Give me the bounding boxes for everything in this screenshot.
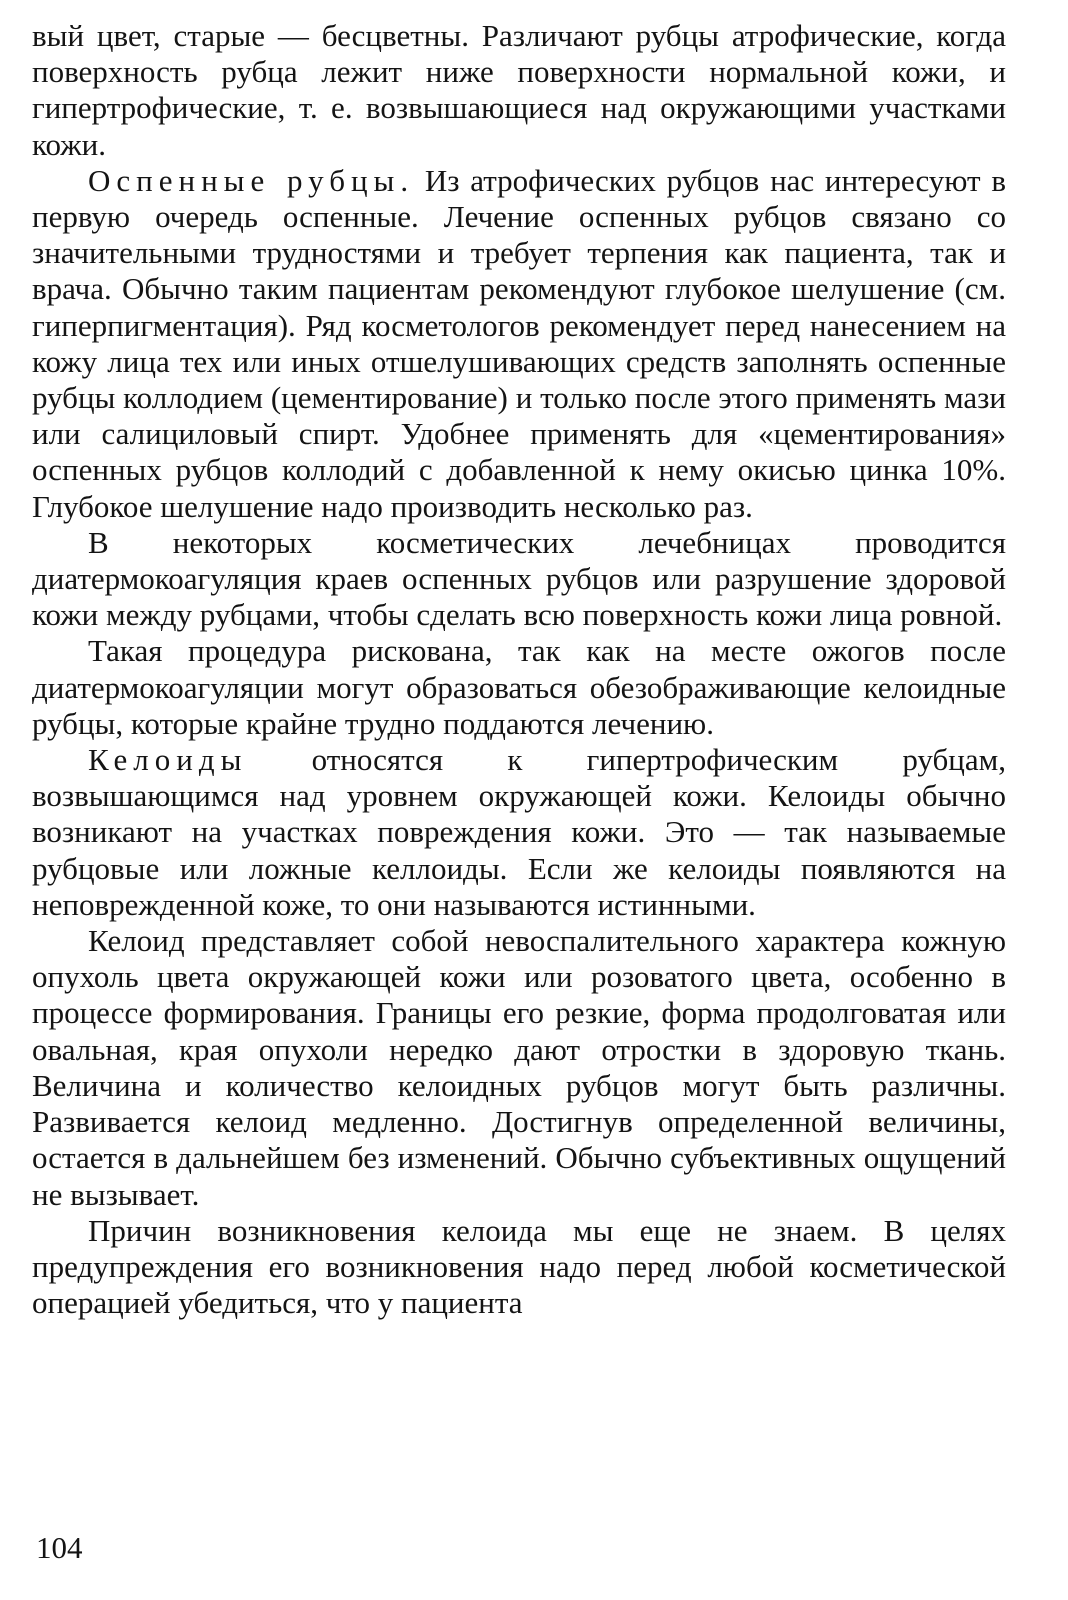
paragraph-text: Келоид представляет собой невоспалительного характера кожную опухоль цвета окружающей кожи или розоватого цвета, особенно в процессе формирования. Границы его резкие, форма продолговатая или овальная, края опухоли нередко дают отростки в здоровую ткань. Величина и количество келоидных рубцов могут быть различны. Развивается келоид медленно. Достигнув определенной величины, остается в дальнейшем без изменений. Обычно субъективных ощущений не вызывает.	[32, 923, 1006, 1212]
paragraph-1	[32, 18, 1006, 163]
paragraph-text: Причин возникновения келоида мы еще не знаем. В целях предупреждения его возникновения надо перед любой косметической операцией убедиться, что у пациента	[32, 1212, 1006, 1321]
paragraph-3	[32, 525, 1006, 634]
section-lead-keloidy: Келоиды	[88, 742, 248, 778]
paragraph-text: В некоторых косметических лечебницах проводится диатермокоагуляция краев оспенных рубцов или разрушение здоровой кожи между рубцами, чтобы сделать всю поверхность кожи лица ровной.	[32, 524, 1006, 633]
paragraph-6	[32, 923, 1006, 1213]
paragraph-7	[32, 1213, 1006, 1322]
section-lead-ospennye-rubtsy: Оспенные рубцы.	[88, 162, 415, 198]
paragraph-2	[32, 163, 1006, 525]
paragraph-5	[32, 742, 1006, 923]
paragraph-text: Из атрофических рубцов нас интересуют в первую очередь оспенные. Лечение оспенных рубцов связано со значительными трудностями и требует терпения как пациента, так и врача. Обычно таким пациентам рекомендуют глубокое шелушение (см. гиперпигментация). Ряд косметологов рекомендует перед нанесением на кожу лица тех или иных отшелушивающих средств заполнять оспенные рубцы коллодием (цементирование) и только после этого применять мази или салициловый спирт. Удобнее применять для «цементирования» оспенных рубцов коллодий с добавленной к нему окисью цинка 10%. Глубокое шелушение надо производить несколько раз.	[32, 162, 1006, 524]
page-body	[32, 18, 1006, 1321]
paragraph-text: относятся к гипертрофическим рубцам, возвышающимся над уровнем окружающей кожи. Келоиды обычно возникают на участках повреждения кожи. Это — так называемые рубцовые или ложные келлоиды. Если же келоиды появляются на неповрежденной коже, то они называются истинными.	[32, 742, 1006, 922]
paragraph-4	[32, 633, 1006, 742]
paragraph-text: Такая процедура рискована, так как на месте ожогов после диатермокоагуляции могут образоваться обезображивающие келоидные рубцы, которые крайне трудно поддаются лечению.	[32, 633, 1006, 741]
page-number: 104	[36, 1530, 83, 1565]
paragraph-text: вый цвет, старые — бесцветны. Различают рубцы атрофические, когда поверхность рубца лежит ниже поверхности нормальной кожи, и гипертрофические, т. е. возвышающиеся над окружающими участками кожи.	[32, 18, 1006, 162]
